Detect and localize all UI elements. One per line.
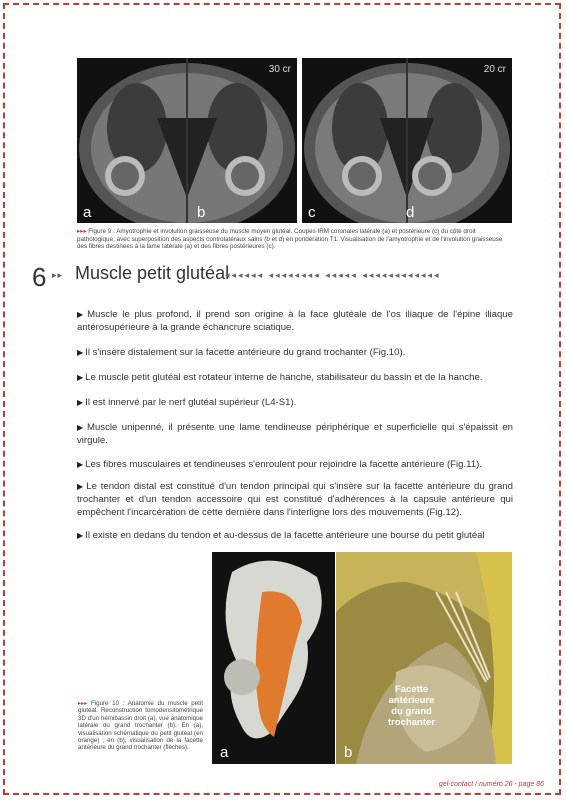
- paragraph-text: Il est innervé par le nerf glutéal supérieur (L4-S1).: [85, 397, 297, 408]
- bullet-icon: ▶: [77, 373, 84, 382]
- mri-label-b: b: [197, 204, 206, 221]
- caption-arrows: ▸▸▸: [77, 228, 87, 235]
- mri-label-a: a: [83, 204, 92, 221]
- paragraph-1: [77, 309, 513, 335]
- mri-label-d: d: [406, 204, 415, 221]
- paragraph-text: Les fibres musculaires et tendineuses s'enroulent pour rejoindre la facette antérieure (Fig.11).: [85, 459, 482, 470]
- mri-scan-left-graphic: [77, 58, 297, 223]
- photo-caption-line: antérieure: [388, 695, 435, 706]
- anatomy-photo-graphic: [336, 552, 512, 764]
- section-title: Muscle petit glutéal: [75, 263, 230, 283]
- figure-10-text: Figure 10 : Anatomie du muscle petit glutéal. Reconstruction tomodensitométrique 3D d'un hémibassin droit (a), vue anatomique latérale du grand trochanter (b). En (a), visualisation schématique du petit glutéal (en orange) ; en (b), visualisation de la facette antérieure du grand trochanter (flèches).: [78, 700, 203, 752]
- figure-10-caption: [78, 700, 203, 752]
- page-footer: gel-contact / numéro 26 - page 86: [438, 781, 544, 788]
- mri-image-left: [77, 58, 297, 223]
- paragraph-4: [77, 397, 513, 410]
- section-decoration: ◂◂◂◂◂◂ ◂◂◂◂◂◂◂◂ ◂◂◂◂◂ ◂◂◂◂◂◂◂◂◂◂◂◂: [225, 270, 441, 280]
- pelvis-3d-graphic: [212, 552, 335, 764]
- bullet-icon: ▶: [77, 348, 84, 357]
- caption-arrows: ▸▸▸: [78, 700, 88, 707]
- mri-tag-right: 20 cr: [483, 64, 506, 75]
- photo-caption-line: Facette: [394, 684, 429, 695]
- paragraph-text: Muscle le plus profond, il prend son origine à la face glutéale de l'os iliaque de l'épine iliaque antérosupérieure à la grande échancrure sciatique.: [77, 309, 513, 333]
- figure-9-text: Figure 9 : Amyotrophie et involution graisseuse du muscle moyen glutéal. Coupes IRM coronales latérale (a) et postérieure (c) du côté droit pathologique, avec superposition des aspects controlatéraux sains (b et d) en pondération T1. Visualisation de l'amyotrophie et de l'involution graisseuse des fibres destinées à la lame latérale (a) et des fibres postérieures (c).: [77, 228, 503, 251]
- figure-9-caption: [77, 228, 512, 251]
- figure-10-label-b: b: [344, 744, 353, 761]
- bullet-icon: ▶: [77, 423, 85, 432]
- paragraph-8: [77, 530, 513, 543]
- section-arrows: ▸▸: [52, 270, 64, 280]
- paragraph-3: [77, 372, 513, 385]
- bullet-icon: ▶: [77, 398, 84, 407]
- paragraph-text: Le tendon distal est constitué d'un tendon principal qui s'insère sur la facette antérieure du grand trochanter et d'un tendon accessoire qui est constitué d'adhérences à la capsule antérieure qui empêchent l'incarcération de cette dernière dans l'interligne lors des mouvements (Fig.12).: [77, 481, 513, 518]
- paragraph-text: Il s'insère distalement sur la facette antérieure du grand trochanter (Fig.10).: [85, 347, 406, 358]
- paragraph-text: Il existe en dedans du tendon et au-dessus de la facette antérieure une bourse du petit glutéal: [85, 530, 485, 541]
- bullet-icon: ▶: [77, 482, 85, 491]
- paragraph-7: [77, 481, 513, 519]
- bullet-icon: ▶: [77, 310, 86, 319]
- figure-10-anatomical-photo: [336, 552, 512, 764]
- mri-image-right: [302, 58, 512, 223]
- figure-10-label-a: a: [220, 744, 229, 761]
- section-number: 6: [32, 262, 47, 292]
- paragraph-text: Muscle unipenné, il présente une lame tendineuse périphérique et superficielle qui s'épaissit en virgule.: [77, 422, 513, 446]
- bullet-icon: ▶: [77, 531, 84, 540]
- mri-label-c: c: [308, 204, 316, 221]
- photo-caption-line: trochanter: [388, 717, 435, 728]
- photo-caption-line: du grand: [391, 706, 432, 717]
- paragraph-6: [77, 459, 513, 472]
- photo-caption: [388, 684, 435, 728]
- mri-tag-left: 30 cr: [268, 64, 291, 75]
- paragraph-5: [77, 422, 513, 448]
- bullet-icon: ▶: [77, 460, 84, 469]
- figure-10-3d-reconstruction: [212, 552, 335, 764]
- paragraph-2: [77, 347, 513, 360]
- mri-scan-right-graphic: [302, 58, 512, 223]
- paragraph-text: Le muscle petit glutéal est rotateur interne de hanche, stabilisateur du bassin et de la hanche.: [85, 372, 483, 383]
